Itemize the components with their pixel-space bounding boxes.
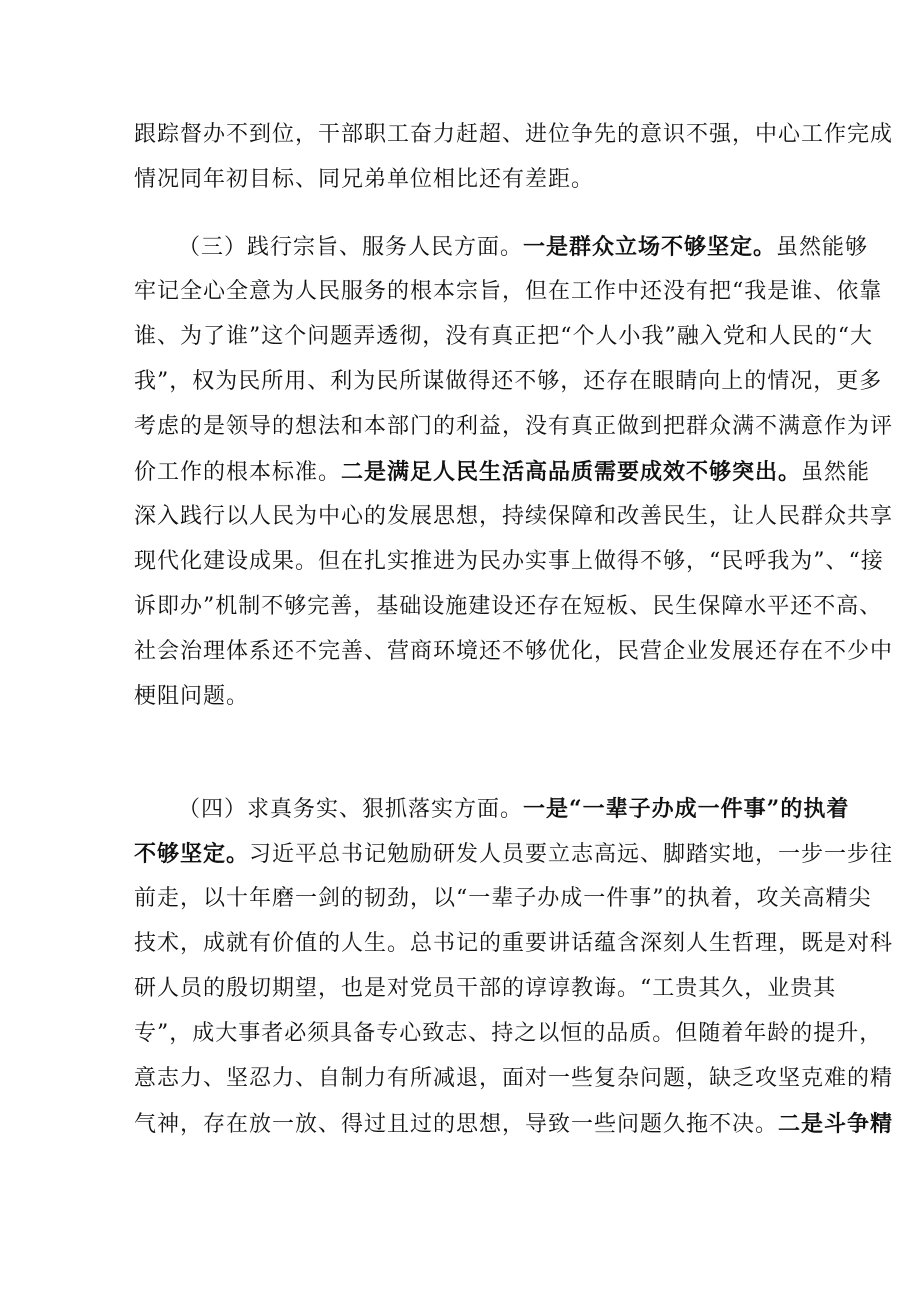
text-line (178, 794, 850, 825)
text-line (134, 1064, 894, 1094)
text-span: 前走，以十年磨一剑的韧劲，以“一辈子办成一件事”的执着，攻关高精尖 (134, 886, 872, 911)
text-line (134, 165, 794, 195)
text-span: 我”，权为民所用、利为民所谋做得还不够，还存在眼睛向上的情况，更多 (134, 369, 883, 394)
text-line (134, 322, 873, 352)
text-span: 虽然能够 (776, 235, 869, 260)
text-span: （四）求真务实、狠抓落实方面。 (178, 797, 524, 822)
text-span: 跟踪督办不到位，干部职工奋力赶超、进位争先的意识不强，中心工作完成 (134, 122, 894, 147)
text-span: 专”，成大事者必须具备专心致志、持之以恒的品质。但随着年龄的提升， (134, 1021, 883, 1046)
text-span: 现代化建设成果。但在扎实推进为民办实事上做得不够，“民呼我为”、“接 (134, 549, 884, 574)
text-line (134, 120, 894, 150)
text-span: 研人员的殷切期望，也是对党员干部的谆谆教诲。“工贵其久，业贵其 (134, 976, 837, 1001)
text-line (134, 1019, 883, 1049)
text-line (134, 502, 894, 532)
text-line (134, 547, 884, 577)
text-span: 技术，成就有价值的人生。总书记的重要讲话蕴含深刻人生哲理，既是对科 (134, 931, 894, 956)
bold-text: 二是斗争精 (778, 1111, 894, 1137)
bold-text: 二是满足人民生活高品质需要成效不够突出。 (341, 459, 802, 485)
text-span: 情况同年初目标、同兄弟单位相比还有差距。 (134, 167, 595, 192)
text-span: 习近平总书记勉励研发人员要立志高远、脚踏实地，一步一步往 (249, 842, 894, 867)
text-span: 梗阻问题。 (134, 684, 250, 709)
text-span: 谁、为了谁”这个问题弄透彻，没有真正把“个人小我”融入党和人民的“大 (134, 324, 873, 349)
bold-text: 一是群众立场不够坚定。 (523, 234, 777, 260)
text-line (134, 412, 894, 442)
text-line (134, 1109, 894, 1140)
text-line (134, 974, 837, 1004)
text-span: 气神，存在放一放、得过且过的思想，导致一些问题久拖不决。 (134, 1112, 779, 1137)
text-line (134, 592, 883, 622)
text-line (134, 682, 794, 712)
text-line (134, 457, 871, 488)
text-span: （三）践行宗旨、服务人民方面。 (178, 235, 524, 260)
text-line (178, 232, 869, 263)
text-span: 考虑的是领导的想法和本部门的利益，没有真正做到把群众满不满意作为评 (134, 414, 894, 439)
text-span: 价工作的根本标准。 (134, 460, 342, 485)
text-span: 意志力、坚忍力、自制力有所减退，面对一些复杂问题，缺乏攻坚克难的精 (134, 1066, 894, 1091)
text-span: 牢记全心全意为人民服务的根本宗旨，但在工作中还没有把“我是谁、依靠 (134, 279, 883, 304)
bold-text: 不够坚定。 (134, 841, 250, 867)
text-span: 虽然能 (801, 460, 871, 485)
text-span: 诉即办”机制不够完善，基础设施建设还存在短板、民生保障水平还不高、 (134, 594, 883, 619)
bold-text: 一是“一辈子办成一件事”的执着 (523, 796, 850, 822)
text-line (134, 884, 872, 914)
text-line (134, 839, 894, 870)
text-span: 深入践行以人民为中心的发展思想，持续保障和改善民生，让人民群众共享 (134, 504, 894, 529)
text-line (134, 637, 894, 667)
text-line (134, 929, 894, 959)
text-line (134, 277, 883, 307)
text-span: 社会治理体系还不完善、营商环境还不够优化，民营企业发展还存在不少中 (134, 639, 894, 664)
text-line (134, 367, 883, 397)
